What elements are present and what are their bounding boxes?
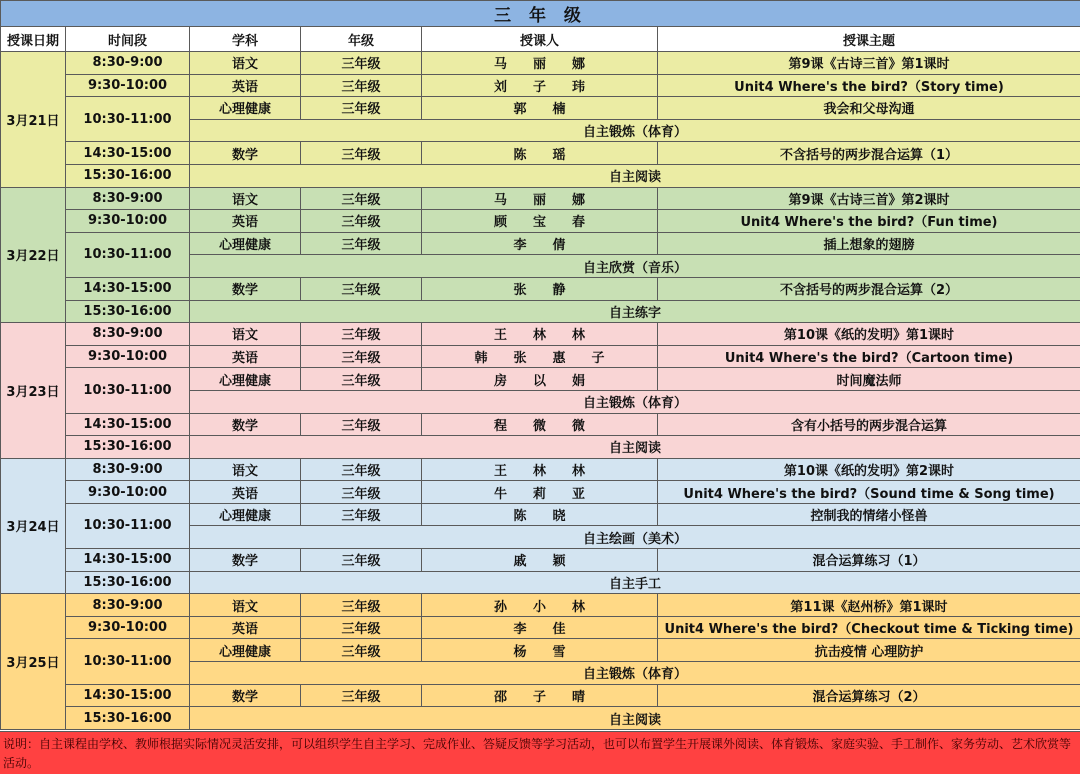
date-cell: 3月23日 <box>1 323 66 459</box>
teacher-cell: 刘子玮 <box>422 74 658 97</box>
grade-cell: 三年级 <box>301 616 422 639</box>
header-grade: 年级 <box>301 27 422 52</box>
time-cell: 14:30-15:00 <box>66 142 190 165</box>
topic-cell: 第10课《纸的发明》第1课时 <box>658 323 1080 346</box>
topic-cell: 不含括号的两步混合运算（2） <box>658 277 1080 300</box>
header-date: 授课日期 <box>1 27 66 52</box>
time-cell: 10:30-11:00 <box>66 503 190 548</box>
grade-cell: 三年级 <box>301 187 422 210</box>
subject-cell: 语文 <box>190 458 301 481</box>
teacher-cell: 王林林 <box>422 323 658 346</box>
header-teacher: 授课人 <box>422 27 658 52</box>
table-row <box>1 97 1080 120</box>
table-row <box>1 232 1080 255</box>
table-row <box>1 413 1080 436</box>
teacher-cell: 孙小林 <box>422 594 658 617</box>
table-row <box>1 300 1080 323</box>
time-cell: 14:30-15:00 <box>66 413 190 436</box>
topic-cell: Unit4 Where's the bird?（Story time) <box>658 74 1080 97</box>
activity-cell: 自主阅读 <box>190 436 1080 459</box>
time-cell: 10:30-11:00 <box>66 368 190 413</box>
table-row <box>1 549 1080 572</box>
time-cell: 9:30-10:00 <box>66 616 190 639</box>
table-row <box>1 616 1080 639</box>
time-cell: 8:30-9:00 <box>66 458 190 481</box>
table-row <box>1 187 1080 210</box>
teacher-cell: 戚颖 <box>422 549 658 572</box>
grade-cell: 三年级 <box>301 277 422 300</box>
topic-cell: 第9课《古诗三首》第2课时 <box>658 187 1080 210</box>
teacher-cell: 张静 <box>422 277 658 300</box>
activity-cell: 自主锻炼（体育） <box>190 119 1080 142</box>
teacher-cell: 顾宝春 <box>422 210 658 233</box>
grade-cell: 三年级 <box>301 413 422 436</box>
subject-cell: 数学 <box>190 277 301 300</box>
topic-cell: 第10课《纸的发明》第2课时 <box>658 458 1080 481</box>
time-cell: 15:30-16:00 <box>66 707 190 730</box>
date-cell: 3月25日 <box>1 594 66 730</box>
subject-cell: 数学 <box>190 549 301 572</box>
header-topic: 授课主题 <box>658 27 1080 52</box>
table-row <box>1 481 1080 504</box>
teacher-cell: 杨雪 <box>422 639 658 662</box>
grade-cell: 三年级 <box>301 210 422 233</box>
topic-cell: 控制我的情绪小怪兽 <box>658 503 1080 526</box>
header-row <box>1 27 1080 52</box>
topic-cell: Unit4 Where's the bird?（Cartoon time) <box>658 345 1080 368</box>
time-cell: 15:30-16:00 <box>66 436 190 459</box>
subject-cell: 语文 <box>190 594 301 617</box>
teacher-cell: 牛莉亚 <box>422 481 658 504</box>
teacher-cell: 王林林 <box>422 458 658 481</box>
activity-cell: 自主锻炼（体育） <box>190 662 1080 685</box>
grade-cell: 三年级 <box>301 52 422 75</box>
header-time: 时间段 <box>66 27 190 52</box>
time-cell: 14:30-15:00 <box>66 684 190 707</box>
subject-cell: 心理健康 <box>190 368 301 391</box>
subject-cell: 数学 <box>190 684 301 707</box>
grade-cell: 三年级 <box>301 684 422 707</box>
subject-cell: 语文 <box>190 323 301 346</box>
header-subject: 学科 <box>190 27 301 52</box>
topic-cell: 第11课《赵州桥》第1课时 <box>658 594 1080 617</box>
time-cell: 10:30-11:00 <box>66 639 190 684</box>
teacher-cell: 房以娟 <box>422 368 658 391</box>
grade-cell: 三年级 <box>301 323 422 346</box>
topic-cell: 不含括号的两步混合运算（1） <box>658 142 1080 165</box>
time-cell: 10:30-11:00 <box>66 232 190 277</box>
subject-cell: 英语 <box>190 74 301 97</box>
table-row <box>1 277 1080 300</box>
grade-cell: 三年级 <box>301 503 422 526</box>
topic-cell: 时间魔法师 <box>658 368 1080 391</box>
subject-cell: 英语 <box>190 481 301 504</box>
table-row <box>1 323 1080 346</box>
table-row <box>1 707 1080 730</box>
teacher-cell: 陈瑶 <box>422 142 658 165</box>
activity-cell: 自主练字 <box>190 300 1080 323</box>
activity-cell: 自主绘画（美术） <box>190 526 1080 549</box>
sheet-title: 三 年 级 <box>1 1 1080 27</box>
subject-cell: 英语 <box>190 616 301 639</box>
date-cell: 3月21日 <box>1 52 66 188</box>
topic-cell: 含有小括号的两步混合运算 <box>658 413 1080 436</box>
table-row <box>1 503 1080 526</box>
grade-cell: 三年级 <box>301 594 422 617</box>
time-cell: 9:30-10:00 <box>66 74 190 97</box>
grade-cell: 三年级 <box>301 345 422 368</box>
time-cell: 8:30-9:00 <box>66 323 190 346</box>
teacher-cell: 李佳 <box>422 616 658 639</box>
topic-cell: Unit4 Where's the bird?（Fun time) <box>658 210 1080 233</box>
table-row <box>1 594 1080 617</box>
time-cell: 9:30-10:00 <box>66 210 190 233</box>
table-row <box>1 458 1080 481</box>
topic-cell: 抗击疫情 心理防护 <box>658 639 1080 662</box>
activity-cell: 自主阅读 <box>190 164 1080 187</box>
time-cell: 8:30-9:00 <box>66 594 190 617</box>
activity-cell: 自主手工 <box>190 571 1080 594</box>
teacher-cell: 马丽娜 <box>422 52 658 75</box>
table-row <box>1 684 1080 707</box>
date-cell: 3月22日 <box>1 187 66 323</box>
time-cell: 15:30-16:00 <box>66 300 190 323</box>
subject-cell: 语文 <box>190 52 301 75</box>
time-cell: 9:30-10:00 <box>66 481 190 504</box>
topic-cell: 第9课《古诗三首》第1课时 <box>658 52 1080 75</box>
subject-cell: 英语 <box>190 345 301 368</box>
table-row <box>1 52 1080 75</box>
time-cell: 14:30-15:00 <box>66 549 190 572</box>
time-cell: 15:30-16:00 <box>66 164 190 187</box>
topic-cell: 混合运算练习（2） <box>658 684 1080 707</box>
teacher-cell: 郭楠 <box>422 97 658 120</box>
subject-cell: 数学 <box>190 413 301 436</box>
topic-cell: 混合运算练习（1） <box>658 549 1080 572</box>
grade-cell: 三年级 <box>301 549 422 572</box>
activity-cell: 自主阅读 <box>190 707 1080 730</box>
grade-cell: 三年级 <box>301 97 422 120</box>
topic-cell: 我会和父母沟通 <box>658 97 1080 120</box>
subject-cell: 心理健康 <box>190 639 301 662</box>
subject-cell: 心理健康 <box>190 503 301 526</box>
grade-cell: 三年级 <box>301 481 422 504</box>
teacher-cell: 陈晓 <box>422 503 658 526</box>
teacher-cell: 邵子晴 <box>422 684 658 707</box>
explanation-note: 说明：自主课程由学校、教师根据实际情况灵活安排，可以组织学生自主学习、完成作业、答疑反馈等学习活动，也可以布置学生开展课外阅读、体育锻炼、家庭实验、手工制作、家务劳动、艺术欣赏等活动。 <box>0 731 1080 774</box>
subject-cell: 心理健康 <box>190 97 301 120</box>
table-row <box>1 210 1080 233</box>
subject-cell: 英语 <box>190 210 301 233</box>
time-cell: 15:30-16:00 <box>66 571 190 594</box>
grade-cell: 三年级 <box>301 232 422 255</box>
table-row <box>1 436 1080 459</box>
table-row <box>1 639 1080 662</box>
table-row <box>1 74 1080 97</box>
topic-cell: Unit4 Where's the bird?（Checkout time & Ticking time) <box>658 616 1080 639</box>
teacher-cell: 马丽娜 <box>422 187 658 210</box>
time-cell: 10:30-11:00 <box>66 97 190 142</box>
topic-cell: 插上想象的翅膀 <box>658 232 1080 255</box>
topic-cell: Unit4 Where's the bird?（Sound time & Song time) <box>658 481 1080 504</box>
grade-cell: 三年级 <box>301 368 422 391</box>
grade-cell: 三年级 <box>301 74 422 97</box>
table-row <box>1 571 1080 594</box>
grade-cell: 三年级 <box>301 142 422 165</box>
subject-cell: 数学 <box>190 142 301 165</box>
activity-cell: 自主锻炼（体育） <box>190 390 1080 413</box>
date-cell: 3月24日 <box>1 458 66 594</box>
table-row <box>1 164 1080 187</box>
table-row <box>1 368 1080 391</box>
time-cell: 14:30-15:00 <box>66 277 190 300</box>
table-row <box>1 142 1080 165</box>
time-cell: 8:30-9:00 <box>66 187 190 210</box>
activity-cell: 自主欣赏（音乐） <box>190 255 1080 278</box>
subject-cell: 心理健康 <box>190 232 301 255</box>
subject-cell: 语文 <box>190 187 301 210</box>
grade-cell: 三年级 <box>301 639 422 662</box>
teacher-cell: 韩张惠子 <box>422 345 658 368</box>
teacher-cell: 李倩 <box>422 232 658 255</box>
grade-cell: 三年级 <box>301 458 422 481</box>
time-cell: 9:30-10:00 <box>66 345 190 368</box>
table-row <box>1 345 1080 368</box>
teacher-cell: 程微微 <box>422 413 658 436</box>
time-cell: 8:30-9:00 <box>66 52 190 75</box>
